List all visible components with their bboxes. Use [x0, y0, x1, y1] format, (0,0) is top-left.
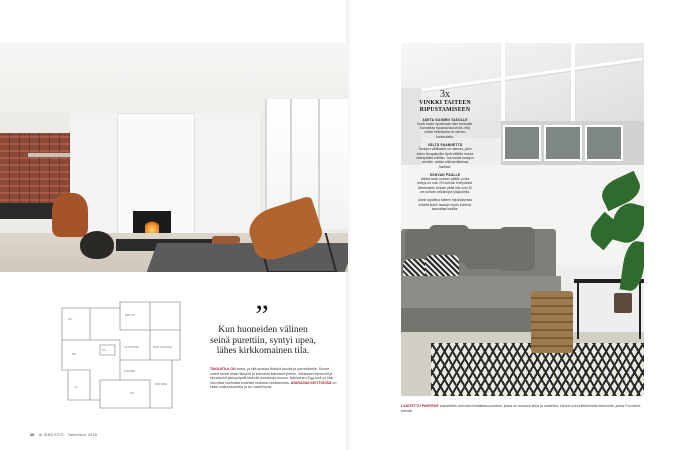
- tips-count: 3x: [440, 89, 450, 100]
- pull-quote-line: Kun huoneiden välinen: [218, 324, 308, 335]
- floorplan-label: PARVEKE: [155, 383, 168, 386]
- tip-item: [416, 118, 474, 139]
- floorplan-label: WC: [130, 392, 135, 395]
- art-hanging-tips: [416, 90, 474, 211]
- balcony-caption: [401, 404, 644, 414]
- tip-heading: VÄLTÄ PAANNETTÄ: [427, 143, 463, 148]
- quote-mark: ”: [255, 299, 269, 332]
- tip-item: [416, 143, 474, 169]
- pull-quote-line: seinä purettiin, syntyi upea,: [210, 334, 316, 346]
- tip-heading: ASETA SILMIEN TASOLLE: [422, 117, 468, 122]
- running-title: ALISSA KOTI · Tammikuu 2018: [38, 433, 98, 437]
- floor-plan-diagram: [60, 300, 184, 410]
- floorplan-label: KEITTIÖ: [125, 314, 136, 317]
- tip-text: Valitse taulu sohvan päälle, jonka leveys on noin 2/3 sohvan leveydestä. Alimmaisen reunan pitää olla noin 20 cm sohvan selkänojan yläpuolella.: [417, 177, 473, 195]
- floorplan-label: VH: [74, 386, 78, 389]
- tip-note: Usein tapahtuu taiteen ripustuksessa virheitä kuten taulujen hyvin korkeat, kannattaa harkita.: [417, 198, 473, 211]
- floorplan-label: ETEINEN: [124, 370, 136, 373]
- floorplan-label: KH: [102, 349, 106, 352]
- tip-heading: SOHVAN PÄÄLLE: [429, 172, 461, 177]
- tip-text: Taulujen välitilaisiin on varmaa, jokin kohta ilmapaikoilla hyvä välittää monta seinäpäällä erillään. Jos haluat taulujen seinälle, valitse että tarvittaessa hankkia.: [416, 147, 474, 169]
- tip-item: [416, 173, 474, 194]
- page-folio: [30, 433, 97, 437]
- pull-quote: [198, 325, 328, 357]
- living-room-photo: [0, 43, 348, 272]
- caption-lead: TAKKATILA ON: [210, 367, 236, 371]
- living-room-caption: [210, 367, 338, 390]
- tip-text: Useiti taulut ripustetaan liian korkealle. Kannattaa ripustaa taulut niin, että niiden keskikohta on silmien korkeudella.: [416, 121, 474, 139]
- caption-body: on kaksi makuuhuonetta ja iso vaatehuone.: [210, 380, 337, 390]
- floorplan-label: WC: [68, 318, 73, 321]
- caption-body: kalustettiin rennoksi lisälattiahuoneeksi, jossa on mukava istua ja lueskella. Henrin suunnittelemalla istuimella, jonka Formverk toteutti.: [401, 404, 641, 413]
- caption-lead: AVARASSA KEITTIÖSSÄ: [290, 380, 332, 385]
- floorplan-label: OLOHUONE: [124, 346, 139, 349]
- floorplan-label: MAKUUHUONE: [153, 346, 172, 349]
- tips-title: VINKKI TAITEEN RIPUSTAMISEEN: [419, 100, 471, 113]
- floorplan-label: MH: [72, 353, 77, 356]
- caption-lead: LASITETTU PARVEKE: [401, 404, 439, 408]
- pull-quote-line: lähes kirkkomainen tila.: [216, 345, 310, 357]
- page-number: 26: [30, 433, 35, 437]
- caption-body: avara, ja sitä aukeaa lähinnä tasolta ja parvekkeelle. Suuret matot tuovat tilaan lämpöä ja kokoavat kalusteet yhteen. Nahkaiset lepotuolit ja sinnetkohti pikkupöydät tekevät huoneesta rennon. Nahkainen Egg-tuoli on yksi harvoista vanhoista kodeista mukana muuttaneista.: [210, 367, 334, 385]
